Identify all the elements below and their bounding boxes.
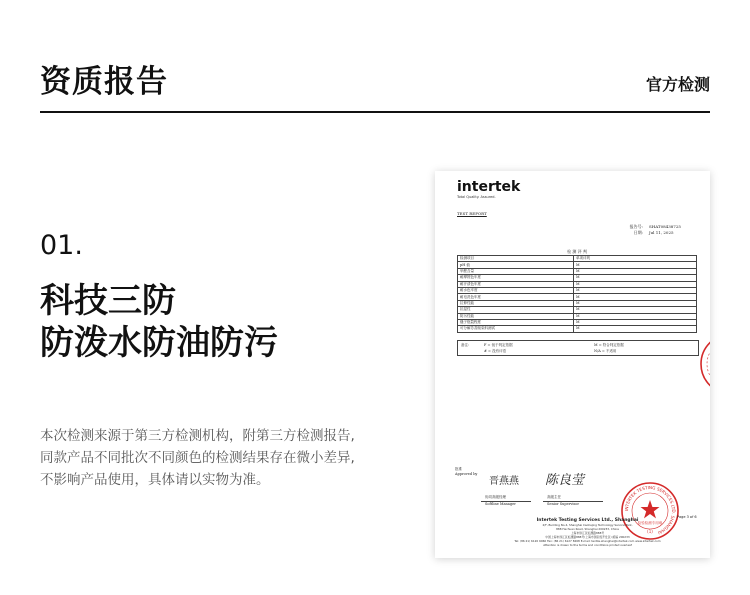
verdict-cell: M xyxy=(574,307,697,313)
seal-sub-text: 检验检测专用章 xyxy=(637,521,663,525)
address-line: Attention is drawn to the terms and conditions printed overleaf xyxy=(543,543,632,547)
test-item-cell: 耐汗渍色牢度 xyxy=(458,281,574,287)
verdict-cell: M xyxy=(574,294,697,300)
signer-1-title-cn: 协同高级经理 xyxy=(485,495,506,499)
table-header-cell: 检测项目 xyxy=(458,256,574,262)
verdict-cell: M xyxy=(574,275,697,281)
page-number: Page 3 of 6 xyxy=(677,515,697,519)
results-table xyxy=(457,255,697,333)
table-caption: 检 测 评 判 xyxy=(567,249,587,254)
report-footer xyxy=(475,518,700,547)
test-item-cell: 耐水色牢度 xyxy=(458,287,574,293)
test-item-cell: 缝子纰裂程度 xyxy=(458,319,574,325)
seal-number: (1) xyxy=(647,529,653,534)
page-title: 资质报告 xyxy=(40,64,168,100)
address-line: 888 Hechuan Road, Shanghai 200233, China xyxy=(556,527,619,531)
approved-cn: 批准 xyxy=(455,467,462,471)
verdict-cell: M xyxy=(574,287,697,293)
meta-key: 日期: xyxy=(633,230,643,235)
verdict-cell: M xyxy=(574,300,697,306)
verdict-cell: M xyxy=(574,313,697,319)
test-item-cell: 可分解芳香胺染料测试 xyxy=(458,326,574,332)
test-item-cell: 耐摩擦色牢度 xyxy=(458,275,574,281)
legend-item: N/A = 不适用 xyxy=(594,349,617,353)
test-item-cell: 甲醛含量 xyxy=(458,268,574,274)
table-header-cell: 单项评判 xyxy=(574,256,697,262)
report-meta xyxy=(615,224,681,236)
legend-label: 备注: xyxy=(461,343,470,347)
legend-item: # = 没有评语 xyxy=(484,349,507,353)
signature-1: 晋燕燕 xyxy=(489,476,519,487)
description-line-1: 本次检测来源于第三方检测机构，附第三方检测报告, xyxy=(40,428,355,444)
legend-item: F = 低于判定依据 xyxy=(484,343,513,347)
verdict-cell: M xyxy=(574,262,697,268)
legend-item: M = 符合判定依据 xyxy=(594,343,624,347)
report-doc-label: TEST REPORT xyxy=(457,211,487,216)
signature-2: 陈良莹 xyxy=(545,473,585,488)
table-row xyxy=(458,326,697,332)
test-item-cell: 防污性能 xyxy=(458,313,574,319)
approved-by-label xyxy=(455,467,477,477)
approved-en: Approved by xyxy=(455,472,478,476)
headline-line-2: 防泼水防油防污 xyxy=(40,323,278,363)
company-name: Intertek Testing Services Ltd., Shanghai xyxy=(536,518,639,523)
section-description xyxy=(40,425,355,491)
signer-2-title-cn: 高级主任 xyxy=(547,495,561,499)
meta-key: 报告号: xyxy=(629,224,643,229)
test-item-cell: pH 值 xyxy=(458,262,574,268)
section-headline xyxy=(40,280,278,364)
verdict-cell: M xyxy=(574,326,697,332)
legend-box xyxy=(457,340,699,356)
headline-line-1: 科技三防 xyxy=(40,281,176,321)
intertek-logo: intertek xyxy=(457,179,521,195)
official-test-tag: 官方检测 xyxy=(645,75,710,94)
address-line: 中国上海市徐汇区虹漕路888号(上海市国家级开发区) 邮编 200233 xyxy=(545,535,630,539)
report-date-row xyxy=(615,230,681,236)
section-number: 01. xyxy=(40,230,83,261)
brand-tagline: Total Quality. Assured. xyxy=(457,195,496,199)
test-report-image xyxy=(435,171,710,558)
header-divider xyxy=(40,111,710,113)
description-line-2: 同款产品不同批次不同颜色的检测结果存在微小差异, xyxy=(40,450,355,466)
test-item-cell: 抗湿性 xyxy=(458,307,574,313)
address-line: 2/F, Building No.4, Shanghai Caohejing Technology Service Park, xyxy=(542,523,633,527)
seal-ring-text: INTERTEK TESTING SERVICES LTD. SHANGHAI xyxy=(623,484,677,536)
verdict-cell: M xyxy=(574,319,697,325)
signer-2-title-en: Senior Supervisor xyxy=(547,502,580,506)
verdict-cell: M xyxy=(574,268,697,274)
address-line: Tel: (86 21) 6120 6060 Fax: (86 21) 6127 8268 E-mail: textile.shanghai@intertek.com www.intertek.com xyxy=(514,539,661,543)
description-line-3: 不影响产品使用，具体请以实物为准。 xyxy=(40,472,270,488)
partial-seal-icon xyxy=(697,329,710,399)
test-item-cell: 拉伸性能 xyxy=(458,300,574,306)
verdict-cell: M xyxy=(574,281,697,287)
meta-value: SHAT08438725 xyxy=(649,224,681,229)
address-line: 上海市徐汇区虹漕路888号 xyxy=(570,531,605,535)
meta-value: Jul 11, 2025 xyxy=(649,230,674,235)
signer-1-title-en: Softline Manager xyxy=(485,502,516,506)
test-item-cell: 耐皂洗色牢度 xyxy=(458,294,574,300)
